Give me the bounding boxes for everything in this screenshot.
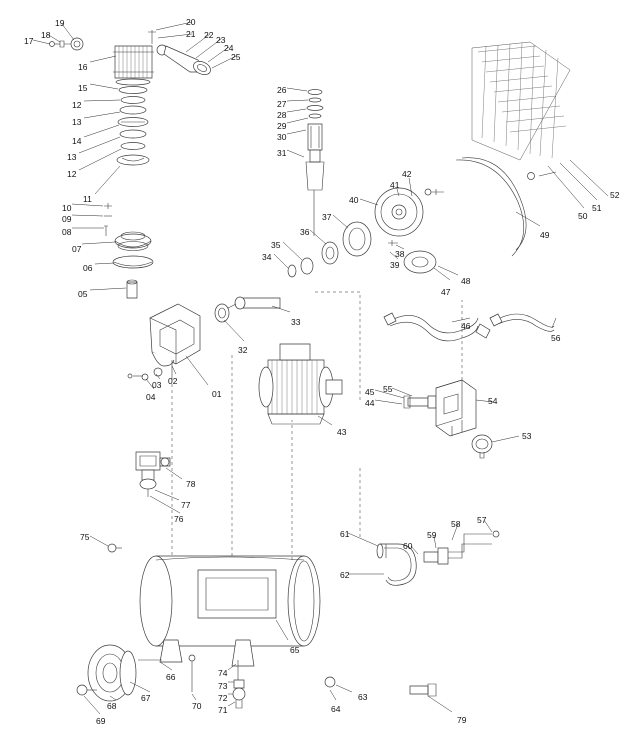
callout-27: 27 [277,99,287,109]
unloader-valve-assembly [287,88,324,236]
callout-42: 42 [402,169,412,179]
callout-62: 62 [340,570,350,580]
callout-26: 26 [277,85,287,95]
callout-44: 44 [365,398,375,408]
callout-39: 39 [390,260,400,270]
callout-75: 75 [80,532,90,542]
callout-04: 04 [146,392,156,402]
callout-74: 74 [218,668,228,678]
callout-61: 61 [340,529,350,539]
callout-24: 24 [224,43,234,53]
callout-13a: 13 [72,117,82,127]
regulator-assembly [136,452,182,513]
callout-23: 23 [216,35,226,45]
callout-12b: 12 [67,169,77,179]
callout-57: 57 [477,515,487,525]
callout-71: 71 [218,705,228,715]
electric-motor [259,344,436,425]
callout-41: 41 [390,180,400,190]
callout-79: 79 [457,715,467,725]
callout-52: 52 [610,190,620,200]
callout-21: 21 [186,29,196,39]
callout-19: 19 [55,18,65,28]
callout-43: 43 [337,427,347,437]
callout-50: 50 [578,211,588,221]
callout-25: 25 [231,52,241,62]
callout-73: 73 [218,681,228,691]
discharge-hose-assembly [348,520,499,585]
callout-08: 08 [62,227,72,237]
callout-77: 77 [181,500,191,510]
flywheel-assembly [215,178,458,341]
callout-48: 48 [461,276,471,286]
callout-07: 07 [72,244,82,254]
cylinder-head-assembly [33,24,208,389]
callout-02: 02 [168,376,178,386]
callout-45: 45 [365,387,375,397]
callout-46: 46 [461,321,471,331]
callout-69: 69 [96,716,106,726]
callout-68: 68 [107,701,117,711]
callout-28: 28 [277,110,287,120]
assembly-guide-lines [172,292,462,560]
callout-60: 60 [403,541,413,551]
callout-15: 15 [78,83,88,93]
callout-40: 40 [349,195,359,205]
callout-03: 03 [152,380,162,390]
callout-35: 35 [271,240,281,250]
callout-36: 36 [300,227,310,237]
callout-55: 55 [383,384,393,394]
callout-34: 34 [262,252,272,262]
callout-59: 59 [427,530,437,540]
callout-65: 65 [290,645,300,655]
callout-67: 67 [141,693,151,703]
callout-37: 37 [322,212,332,222]
callout-05: 05 [78,289,88,299]
callout-01: 01 [212,389,222,399]
callout-51: 51 [592,203,602,213]
callout-31: 31 [277,148,287,158]
callout-06: 06 [83,263,93,273]
callout-76: 76 [174,514,184,524]
piston-part [115,232,151,251]
callout-33: 33 [291,317,301,327]
callout-20: 20 [186,17,196,27]
callout-11: 11 [83,194,92,204]
callout-66: 66 [166,672,176,682]
callout-16: 16 [78,62,88,72]
callout-47: 47 [441,287,451,297]
cylinder-head-part [113,46,154,85]
callout-09: 09 [62,214,72,224]
callout-22: 22 [204,30,214,40]
callout-10: 10 [62,203,72,213]
callout-18: 18 [41,30,51,40]
callout-14: 14 [72,136,82,146]
callout-30: 30 [277,132,287,142]
callout-49: 49 [540,230,550,240]
callout-54: 54 [488,396,498,406]
callout-58: 58 [451,519,461,529]
callout-56: 56 [551,333,561,343]
crankcase-body [128,304,200,380]
callout-12a: 12 [72,100,82,110]
callout-63: 63 [358,692,368,702]
callout-32: 32 [238,345,248,355]
callout-64: 64 [331,704,341,714]
pressure-switch-assembly [436,380,519,458]
belt-guard-grid [456,42,608,256]
callout-72: 72 [218,693,228,703]
callout-29: 29 [277,121,287,131]
callout-53: 53 [522,431,532,441]
callout-17: 17 [24,36,34,46]
callout-70: 70 [192,701,202,711]
callout-38: 38 [395,249,405,259]
callout-13b: 13 [67,152,77,162]
callout-78: 78 [186,479,196,489]
